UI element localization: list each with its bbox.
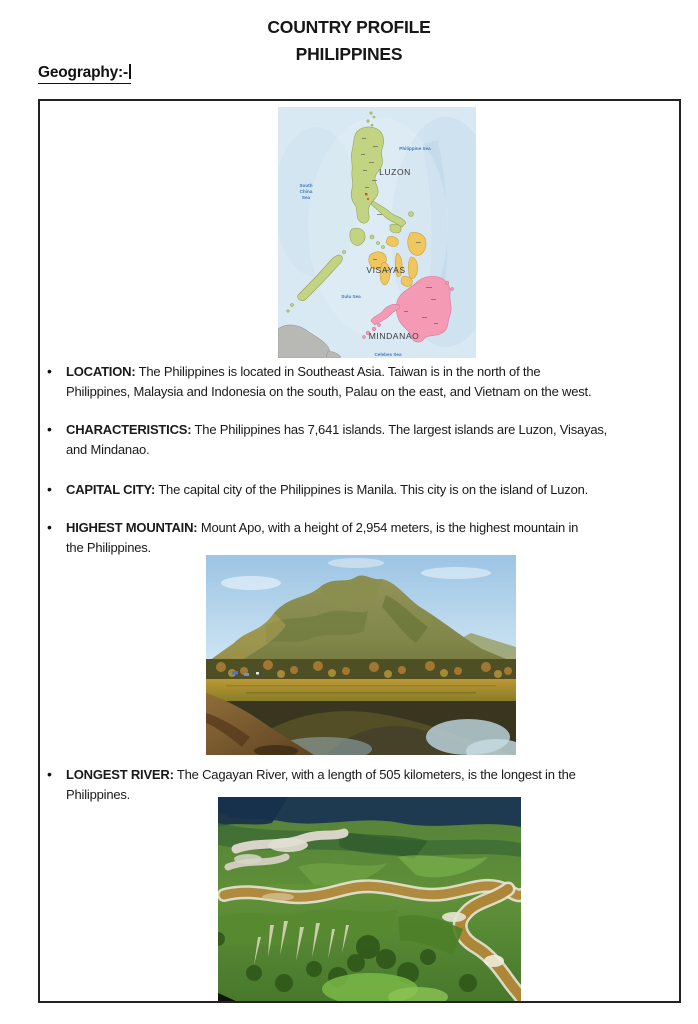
section-heading-wrap <box>38 64 131 84</box>
map-label-visayas: VISAYAS <box>366 265 406 275</box>
bullet-characteristics <box>47 420 672 459</box>
philippines-map-image <box>278 107 476 358</box>
cagayan-river-svg <box>218 797 521 1002</box>
bullet-glyph: • <box>47 519 52 535</box>
bullet-capital-city <box>47 480 672 500</box>
bullet-highest-mountain <box>47 518 672 557</box>
mount-apo-photo <box>206 555 516 755</box>
bullet-glyph: • <box>47 481 52 497</box>
bullet-highest-mountain-text: HIGHEST MOUNTAIN: Mount Apo, with a height of 2,954 meters, is the highest mountain in the Philippines. <box>66 520 579 555</box>
bullet-characteristics-text: CHARACTERISTICS: The Philippines has 7,641 islands. The largest islands are Luzon, Visayas, and Mindanao. <box>66 422 608 457</box>
section-heading <box>38 64 131 84</box>
text-cursor <box>129 64 131 79</box>
cagayan-river-photo <box>218 797 521 1002</box>
map-label-sulu-sea: Sulu Sea <box>341 294 361 299</box>
title-line-1: COUNTRY PROFILE <box>267 17 431 37</box>
geography-content-box <box>38 99 681 1003</box>
bullet-glyph: • <box>47 766 52 782</box>
mount-apo-svg <box>206 555 516 755</box>
bullet-glyph: • <box>47 421 52 437</box>
map-label-philippine-sea: Philippine Sea <box>399 146 431 151</box>
bullet-location <box>47 362 672 401</box>
document-title <box>0 14 698 68</box>
map-label-celebes-sea: Celebes Sea <box>374 352 402 357</box>
bullet-capital-city-text: CAPITAL CITY: The capital city of the Philippines is Manila. This city is on the island of Luzon. <box>66 482 589 497</box>
title-line-2: PHILIPPINES <box>295 44 403 64</box>
map-label-luzon: LUZON <box>379 167 411 177</box>
bullet-longest-river-text: LONGEST RIVER: The Cagayan River, with a length of 505 kilometers, is the longest in the Philippines. <box>66 767 576 802</box>
section-heading-text: Geography:- <box>38 64 128 81</box>
map-label-south-china-sea: South China Sea <box>299 183 313 200</box>
map-label-mindanao: MINDANAO <box>368 331 420 341</box>
bullet-location-text: LOCATION: The Philippines is located in Southeast Asia. Taiwan is in the north of the Philippines, Malaysia and Indonesia on the south, Palau on the east, and Vietnam on the west. <box>66 364 592 399</box>
bullet-glyph: • <box>47 363 52 379</box>
philippines-map-svg <box>278 107 476 358</box>
